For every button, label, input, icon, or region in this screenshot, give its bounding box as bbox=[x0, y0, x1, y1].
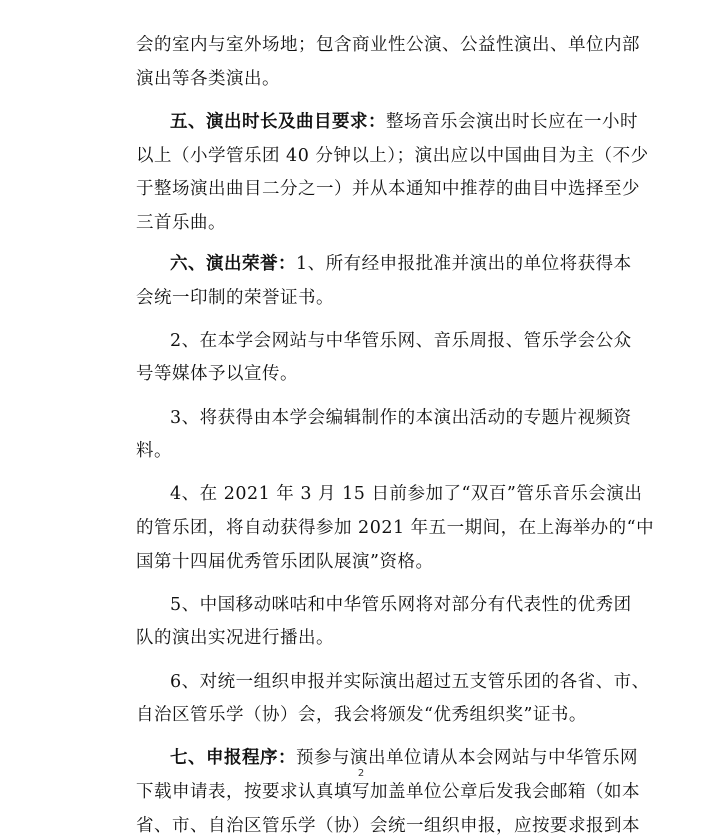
body-text: 于整场演出曲目二分之一）并从本通知中推荐的曲目中选择至少 bbox=[136, 179, 640, 199]
body-text: 的管乐团，将自动获得参加 2021 年五一期间，在上海举办的“中 bbox=[136, 518, 655, 538]
body-text: 省、市、自治区管乐学（协）会统一组织申报，应按要求报到本 bbox=[136, 816, 640, 836]
text-line bbox=[136, 69, 588, 89]
body-text: 演出等各类演出。 bbox=[136, 69, 280, 89]
body-text: 5、中国移动咪咕和中华管乐网将对部分有代表性的优秀团 bbox=[170, 595, 632, 615]
text-line bbox=[170, 748, 638, 768]
body-text: 整场音乐会演出时长应在一小时 bbox=[386, 112, 638, 132]
text-line bbox=[136, 288, 588, 308]
body-text: 国第十四届优秀管乐团队展演”资格。 bbox=[136, 552, 434, 572]
text-line bbox=[136, 35, 640, 55]
section-heading: 五、演出时长及曲目要求： bbox=[170, 112, 386, 132]
text-line bbox=[136, 441, 588, 461]
body-text: 3、将获得由本学会编辑制作的本演出活动的专题片视频资 bbox=[170, 408, 632, 428]
body-text: 会的室内与室外场地；包含商业性公演、公益性演出、单位内部 bbox=[136, 35, 640, 55]
text-line bbox=[170, 112, 638, 132]
text-line bbox=[170, 331, 632, 351]
body-text: 会统一印制的荣誉证书。 bbox=[136, 288, 334, 308]
body-text: 以上（小学管乐团 40 分钟以上）；演出应以中国曲目为主（不少 bbox=[136, 146, 649, 166]
section-heading: 七、申报程序： bbox=[170, 748, 296, 768]
text-line bbox=[136, 213, 588, 233]
text-line bbox=[136, 179, 640, 199]
body-text: 2、在本学会网站与中华管乐网、音乐周报、管乐学会公众 bbox=[170, 331, 632, 351]
text-line bbox=[170, 484, 643, 504]
body-text: 6、对统一组织申报并实际演出超过五支管乐团的各省、市、 bbox=[170, 672, 650, 692]
body-text: 下载申请表，按要求认真填写加盖单位公章后发我会邮箱（如本 bbox=[136, 782, 640, 802]
text-line bbox=[136, 782, 640, 802]
text-line bbox=[136, 816, 640, 836]
text-line bbox=[136, 146, 649, 166]
body-text: 料。 bbox=[136, 441, 172, 461]
text-line bbox=[136, 705, 588, 725]
body-text: 队的演出实况进行播出。 bbox=[136, 628, 334, 648]
body-text: 三首乐曲。 bbox=[136, 213, 226, 233]
text-line bbox=[136, 552, 588, 572]
text-line bbox=[170, 408, 632, 428]
body-text: 自治区管乐学（协）会，我会将颁发“优秀组织奖”证书。 bbox=[136, 705, 587, 725]
section-heading: 六、演出荣誉： bbox=[170, 254, 296, 274]
text-line bbox=[170, 595, 632, 615]
text-line bbox=[170, 672, 650, 692]
page-number: 2 bbox=[357, 768, 365, 779]
body-text: 1、所有经申报批准并演出的单位将获得本 bbox=[296, 254, 632, 274]
body-text: 号等媒体予以宣传。 bbox=[136, 364, 298, 384]
text-line bbox=[136, 628, 588, 648]
text-line bbox=[170, 254, 632, 274]
text-line bbox=[136, 518, 655, 538]
body-text: 4、在 2021 年 3 月 15 日前参加了“双百”管乐音乐会演出 bbox=[170, 484, 643, 504]
text-line bbox=[136, 364, 588, 384]
body-text: 预参与演出单位请从本会网站与中华管乐网 bbox=[296, 748, 638, 768]
